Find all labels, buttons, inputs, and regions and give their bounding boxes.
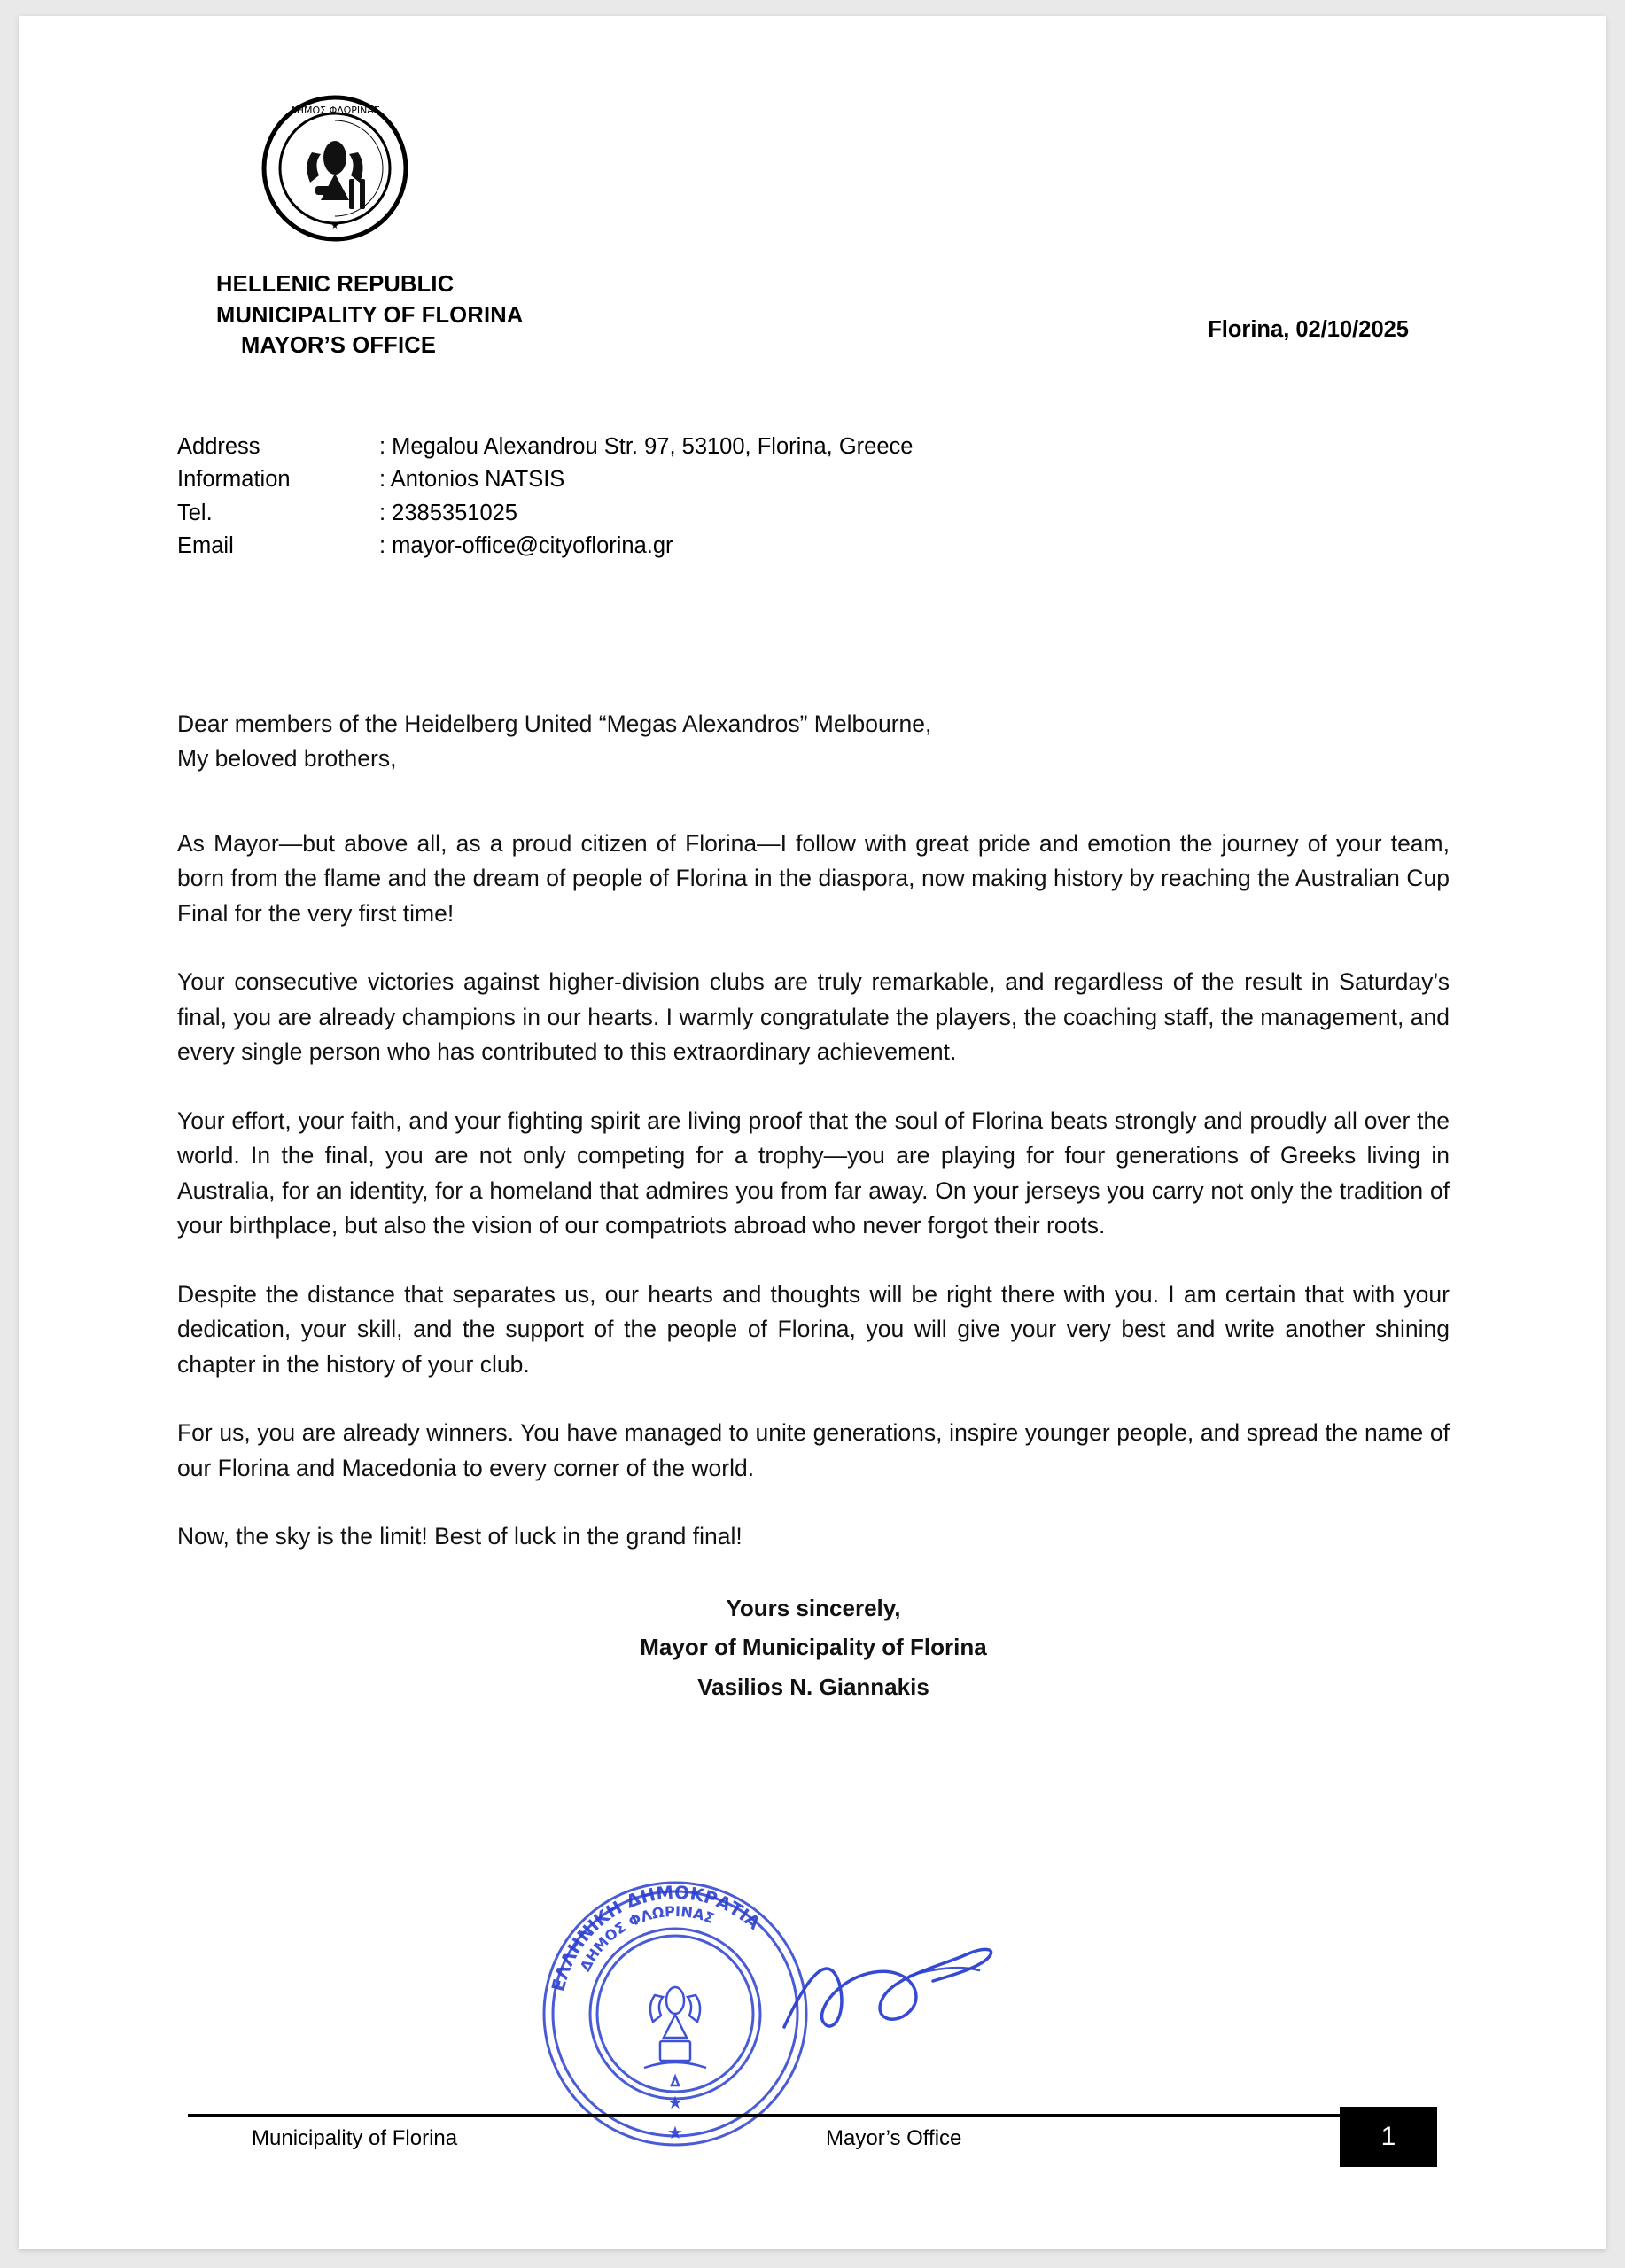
contact-label: Address <box>177 434 260 459</box>
signature-block <box>177 1588 1450 1707</box>
paragraph-2: Your consecutive victories against higher-division clubs are truly remarkable, and regardless of the result in Saturday’s final, you are already champions in our hearts. I warmly congratulate the players, the coaching staff, the management, and every single person who has contributed to this extraordinary achievement. <box>177 968 1450 1066</box>
svg-text:★: ★ <box>667 2092 683 2113</box>
footer-center-text: Mayor’s Office <box>826 2126 962 2150</box>
footer-left-text: Municipality of Florina <box>252 2126 458 2150</box>
contact-label: Information <box>177 467 291 493</box>
contact-row <box>177 463 913 496</box>
contact-value: : Megalou Alexandrou Str. 97, 53100, Florina, Greece <box>379 434 914 459</box>
closing-line: Yours sincerely, <box>726 1594 901 1621</box>
salutation <box>177 707 1450 777</box>
contact-label: Email <box>177 533 234 559</box>
letterhead <box>19 16 1606 359</box>
contact-row <box>177 497 913 530</box>
footer-divider <box>188 2114 1437 2117</box>
contact-details <box>177 431 913 563</box>
paragraph-3: Your effort, your faith, and your fighting spirit are living proof that the soul of Florina beats strongly and proudly all over the world. In the final, you are not only competing for a trophy—you are playing for four generations of Greeks living in Australia, for an identity, for a homeland that admires you from far away. On your jerseys you carry not only the tradition of your birthplace, but also the vision of our compatriots abroad who never forgot their roots. <box>177 1107 1450 1239</box>
page-number-badge: 1 <box>1340 2107 1437 2167</box>
signer-name: Vasilios N. Giannakis <box>697 1674 929 1701</box>
handwritten-signature <box>777 1930 1007 2062</box>
place-and-date: Florina, 02/10/2025 <box>1208 317 1409 342</box>
municipality-emblem-icon <box>260 94 409 243</box>
org-line-1: HELLENIC REPUBLIC <box>216 272 455 297</box>
organization-title <box>216 269 523 361</box>
contact-row <box>177 431 913 463</box>
svg-text:★: ★ <box>667 2122 683 2143</box>
letter-body <box>177 707 1450 1707</box>
contact-value: : Antonios NATSIS <box>379 467 565 493</box>
salutation-line-2: My beloved brothers, <box>177 745 397 773</box>
paragraph-1: As Mayor—but above all, as a proud citizen of Florina—I follow with great pride and emotion the journey of your team, born from the flame and the dream of people of Florina in the diaspora, now making history by reaching the Australian Cup Final for the very first time! <box>177 829 1450 927</box>
official-stamp-icon <box>538 1876 812 2151</box>
svg-text:ΕΛΛΗΝΙΚΗ ΔΗΜΟΚΡΑΤΙΑ: ΕΛΛΗΝΙΚΗ ΔΗΜΟΚΡΑΤΙΑ <box>547 1881 766 1993</box>
contact-label: Tel. <box>177 500 213 525</box>
document-page <box>19 16 1606 2249</box>
org-line-3: MAYOR’S OFFICE <box>241 333 437 359</box>
contact-value: : mayor-office@cityoflorina.gr <box>379 533 673 559</box>
svg-text:ΔΗΜΟΣ ΦΛΩΡΙΝΑΣ: ΔΗΜΟΣ ΦΛΩΡΙΝΑΣ <box>290 105 380 116</box>
org-line-2: MUNICIPALITY OF FLORINA <box>216 302 524 328</box>
contact-row <box>177 530 913 563</box>
salutation-line-1: Dear members of the Heidelberg United “Megas Alexandros” Melbourne, <box>177 711 932 737</box>
paragraph-4: Despite the distance that separates us, our hearts and thoughts will be right there with you. I am certain that with your dedication, your skill, and the support of the people of Florina, you will give your very best and write another shining chapter in the history of your club. <box>177 1280 1450 1378</box>
signer-title: Mayor of Municipality of Florina <box>640 1634 987 1661</box>
svg-text:ΔΗΜΟΣ ΦΛΩΡΙΝΑΣ: ΔΗΜΟΣ ΦΛΩΡΙΝΑΣ <box>576 1902 717 1975</box>
paragraph-6: Now, the sky is the limit! Best of luck in the grand final! <box>177 1523 743 1550</box>
paragraph-5: For us, you are already winners. You have managed to unite generations, inspire younger people, and spread the name of our Florina and Macedonia to every corner of the world. <box>177 1419 1450 1481</box>
svg-text:★: ★ <box>330 221 339 231</box>
contact-value: : 2385351025 <box>379 500 517 525</box>
